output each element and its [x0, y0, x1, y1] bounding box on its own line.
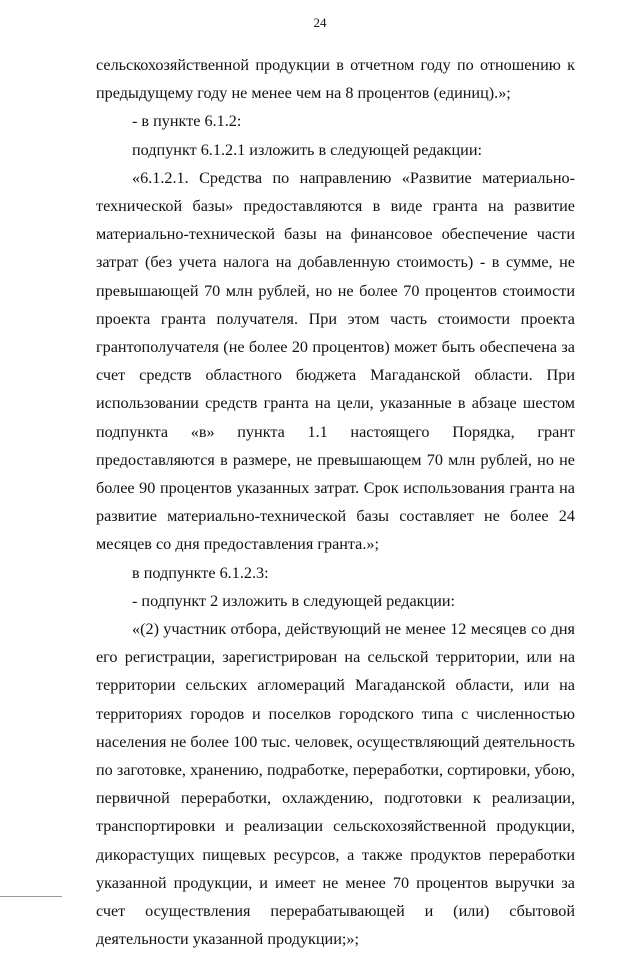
page-number: 24 — [313, 15, 327, 30]
paragraph-item-6-1-2: - в пункте 6.1.2: — [132, 112, 242, 131]
paragraph-subitem-2-text: «(2) участник отбора, действующий не менее 12 месяцев со дня его регистрации, зарегистрирован на сельской территории, или на территории сельских агломераций Магаданской области, или на территориях городов и поселков городского типа с численностью населения не более 100 тыс. человек, осуществляющий деятельность по заготовке, хранению, подработке, переработки, сортировки, убою, первичной переработки, охлаждению, подготовки к реализации, транспортировки и реализации сельскохозяйственной продукции, дикорастущих пищевых ресурсов, а также продуктов переработки указанной продукции, и имеет не менее 70 процентов выручки за счет осуществления перерабатывающей и (или) сбытовой деятельности указанной продукции;»; — [96, 620, 575, 949]
document-body — [96, 51, 575, 954]
paragraph-subitem-2-intro: - подпункт 2 изложить в следующей редакции: — [132, 591, 456, 610]
footer-rule — [0, 896, 62, 897]
paragraph-subitem-6-1-2-3: в подпункте 6.1.2.3: — [132, 563, 269, 582]
paragraph-subitem-6-1-2-1: «6.1.2.1. Средства по направлению «Развитие материально-технической базы» предоставляются в виде гранта на развитие материально-технической базы на финансовое обеспечение части затрат (без учета налога на добавленную стоимость) - в сумме, не превышающей 70 млн рублей, но не более 70 процентов стоимости проекта гранта получателя. При этом часть стоимости проекта грантополучателя (не более 20 процентов) может быть обеспечена за счет средств областного бюджета Магаданской области. При использовании средств гранта на цели, указанные в абзаце шестом подпункта «в» пункта 1.1 настоящего Порядка, грант предоставляются в размере, не превышающем 70 млн рублей, но не более 90 процентов указанных затрат. Срок использования гранта на развитие материально-технической базы составляет не более 24 месяцев со дня предоставления гранта.»; — [96, 168, 575, 554]
paragraph-continuation: сельскохозяйственной продукции в отчетном году по отношению к предыдущему году не менее чем на 8 процентов (единиц).»; — [96, 56, 575, 103]
paragraph-subitem-intro: подпункт 6.1.2.1 изложить в следующей редакции: — [132, 140, 482, 159]
